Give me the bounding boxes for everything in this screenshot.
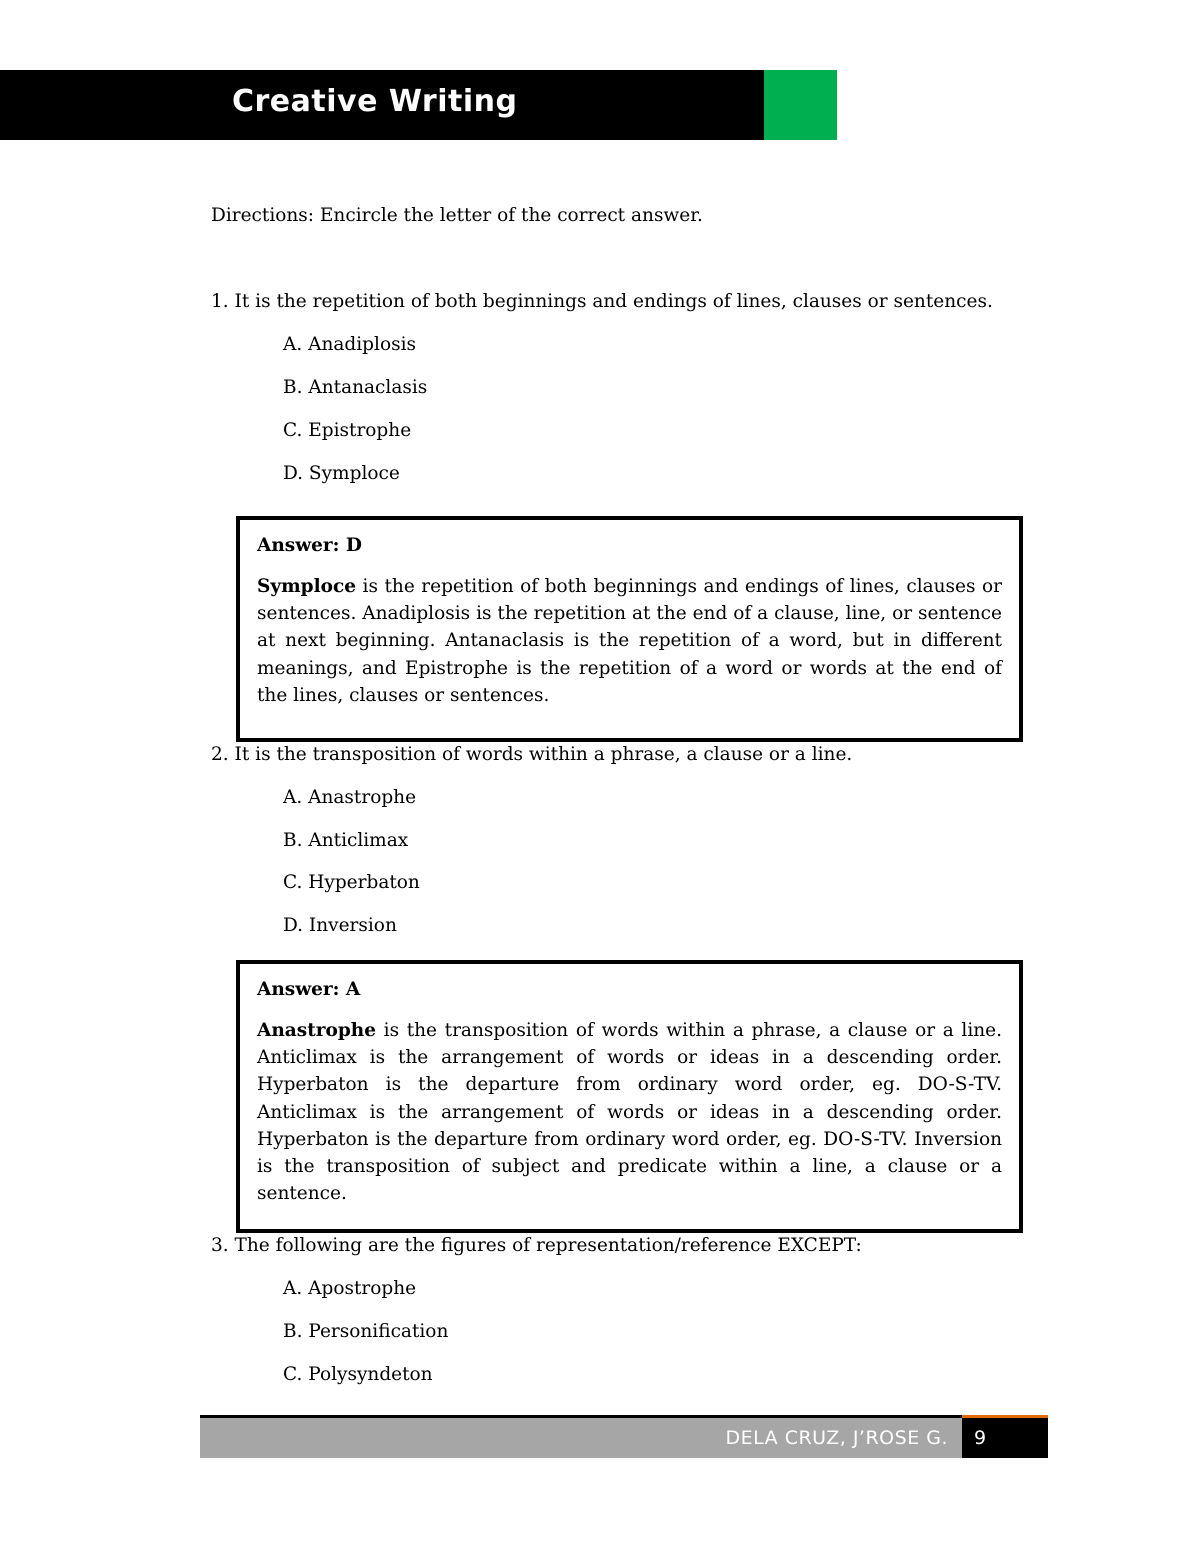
answer-box-1	[236, 516, 1023, 742]
answer-text: is the transposition of words within a phrase, a clause or a line. Anticlimax is the arrangement of words or ideas in a descending order. Hyperbaton is the departure from ordinary word order, eg. DO-S-TV. Anticlimax is the arrangement of words or ideas in a descending order. Hyperbaton is the departure from ordinary word order, eg. DO-S-TV. Inversion is the transposition of subject and predicate within a line, a clause or a sentence.	[257, 1020, 1002, 1205]
question-2-option-b[interactable]: B. Anticlimax	[283, 830, 409, 851]
page-number: 9	[974, 1427, 987, 1449]
answer-term: Symploce	[257, 576, 357, 597]
answer-term: Anastrophe	[257, 1020, 376, 1041]
question-3-option-a[interactable]: A. Apostrophe	[283, 1278, 417, 1299]
question-1-option-c[interactable]: C. Epistrophe	[283, 420, 412, 441]
answer-label: Answer: D	[257, 535, 362, 556]
answer-explanation	[257, 1017, 1002, 1207]
question-3-option-b[interactable]: B. Personification	[283, 1321, 449, 1342]
directions: Directions: Encircle the letter of the correct answer.	[211, 205, 703, 226]
answer-label: Answer: A	[257, 979, 361, 1000]
question-3-option-c[interactable]: C. Polysyndeton	[283, 1364, 433, 1385]
question-3: 3. The following are the figures of representation/reference EXCEPT:	[211, 1235, 862, 1256]
answer-text: is the repetition of both beginnings and endings of lines, clauses or sentences. Anadiplosis is the repetition at the end of a clause, line, or sentence at next beginning. Antanaclasis is the repetition of a word, but in different meanings, and Epistrophe is the repetition of a word or words at the end of the lines, clauses or sentences.	[257, 576, 1002, 706]
question-2: 2. It is the transposition of words within a phrase, a clause or a line.	[211, 744, 853, 765]
question-2-option-c[interactable]: C. Hyperbaton	[283, 872, 420, 893]
question-2-option-d[interactable]: D. Inversion	[283, 915, 397, 936]
page-title: Creative Writing	[232, 84, 518, 119]
answer-box-2	[236, 960, 1023, 1233]
answer-explanation	[257, 573, 1002, 709]
question-1-option-a[interactable]: A. Anadiplosis	[283, 334, 416, 355]
question-1-option-d[interactable]: D. Symploce	[283, 463, 400, 484]
question-1: 1. It is the repetition of both beginnings and endings of lines, clauses or sentences.	[211, 291, 993, 312]
footer-author: DELA CRUZ, J’ROSE G.	[725, 1427, 948, 1449]
question-2-option-a[interactable]: A. Anastrophe	[283, 787, 417, 808]
question-1-option-b[interactable]: B. Antanaclasis	[283, 377, 428, 398]
header-accent	[764, 70, 837, 140]
